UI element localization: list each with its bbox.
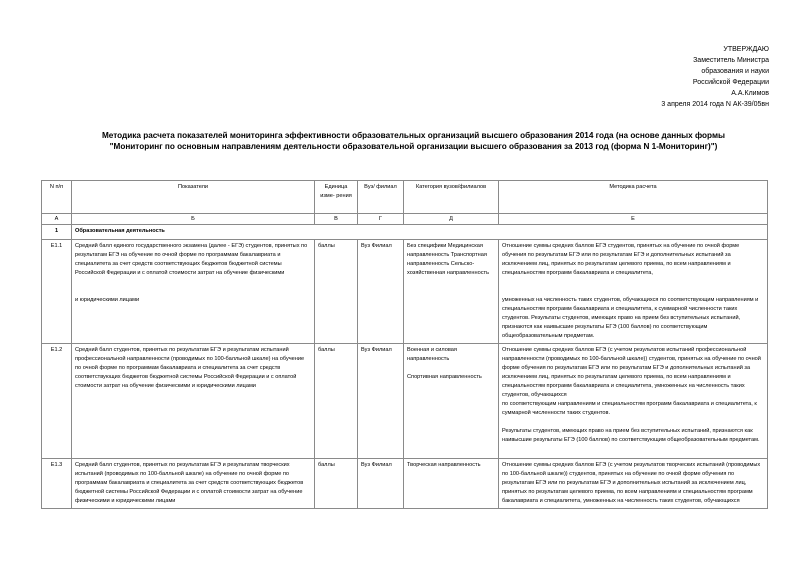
header-category: Категория вузов/филиалов (404, 181, 499, 214)
title-line: "Мониторинг по основным направлениям деятельности образовательной организации высшего образования за 2013 год (форма N 1-Мониторинг)") (109, 142, 718, 151)
section-row (42, 225, 768, 240)
row-indicator: Средний балл студентов, принятых по результатам ЕГЭ и результатам творческих испытаний (проводимых по 100-балльной шкале) на обучение по очной форме по программам бакалавриата и специалитета за счет средств соответствующих бюджетов бюджетной системы Российской Федерации и с оплатой стоимости затрат на обучение физическими и юридическими лицами (72, 459, 315, 509)
table-row (42, 344, 768, 459)
row-unit: баллы (315, 344, 358, 459)
row-vuz: Вуз Филиал (358, 240, 404, 344)
row-unit: баллы (315, 459, 358, 509)
row-category: Без специфики Медицинская направленность Транспортная направленность Сельско-хозяйственная направленность (404, 240, 499, 344)
row-num: Е1.2 (42, 344, 72, 459)
approval-line: Заместитель Министра (693, 57, 769, 64)
method-text: Результаты студентов, имеющих право на прием без вступительных испытаний, признаются как наивысшие результаты ЕГЭ (100 баллов) по соответствующим общеобразовательным предметам. (502, 428, 760, 443)
method-text: умноженных на численность таких студентов, обучающихся по соответствующим направлениям и специальностям программ бакалавриата и специалитета, к суммарной численности таких студентов. Результаты студентов, имеющих право на прием без вступительных испытаний, признаются как наивысшие результаты ЕГЭ (100 баллов) по соответствующим общеобразовательным предметам. (502, 297, 759, 339)
row-num: Е1.1 (42, 240, 72, 344)
approval-block (609, 44, 769, 110)
row-num: Е1.3 (42, 459, 72, 509)
header-unit: Единица изме- рения (315, 181, 358, 214)
index-cell: А (42, 214, 72, 225)
category-text: Военная и силовая направленность (407, 347, 457, 362)
method-text: по соответствующим направлениям и специальностям программ бакалавриата и специалитета, к суммарной численности таких студентов. (502, 401, 757, 416)
title-line: Методика расчета показателей мониторинга эффективности образовательных организаций высшего образования 2014 года (на основе данных формы (101, 131, 725, 140)
document-title (60, 130, 767, 152)
row-method: Отношение суммы средних баллов ЕГЭ (с учетом результатов творческих испытаний (проводимых по 100-балльной шкале)) студентов, принятых на обучение по очной форме обучения по результатам ЕГЭ или по результатам ЕГЭ и дополнительных испытаний за исключением лиц, принятых по результатам целевого приема, по всем направлениям и специальностям программ бакалавриата и специалитета, умноженных на численность таких студентов, обучающихся (499, 459, 768, 509)
section-num: 1 (42, 225, 72, 240)
row-unit: баллы (315, 240, 358, 344)
category-text: Спортивная направленность (407, 374, 482, 380)
method-text: Отношение суммы средних баллов ЕГЭ студентов, принятых на обучение по очной форме обучения по результатам ЕГЭ или по результатам ЕГЭ и дополнительных испытаний за исключением лиц, принятых по результатам целевого приема, по всем направлениям и специальностям программ бакалавриата и специалитета, (502, 243, 740, 276)
row-category: Творческая направленность (404, 459, 499, 509)
table-row (42, 459, 768, 509)
row-method (499, 240, 768, 344)
approval-line: УТВЕРЖДАЮ (723, 46, 769, 53)
table-index-row (42, 214, 768, 225)
index-cell: Б (72, 214, 315, 225)
row-category (404, 344, 499, 459)
indicator-text: и юридическими лицами (75, 297, 140, 303)
header-vuz: Вуз/ филиал (358, 181, 404, 214)
index-cell: Е (499, 214, 768, 225)
methodology-table (41, 180, 768, 509)
row-indicator (72, 240, 315, 344)
section-name: Образовательная деятельность (72, 225, 768, 240)
row-indicator: Средний балл студентов, принятых по результатам ЕГЭ и результатам испытаний профессиональной направленности (проводимых по 100-балльной шкале) на обучение по очной форме по программам бакалавриата и специалитета за счет средств соответствующих бюджетов бюджетной системы Российской Федерации и с оплатой стоимости затрат на обучение физическими и юридическими лицами (72, 344, 315, 459)
method-text: Отношение суммы средних баллов ЕГЭ (с учетом результатов испытаний профессиональной направленности (проводимых по 100-балльной шкале)) студентов, принятых на обучение по очной форме обучения по результатам ЕГЭ или по результатам ЕГЭ и дополнительных испытаний за исключением лиц, принятых по результатам целевого приема, по всем направлениям и специальностям программ бакалавриата и специалитета, умноженных на численность таких студентов, обучающихся (502, 347, 761, 398)
approval-line: Российской Федерации (692, 79, 769, 86)
row-vuz: Вуз Филиал (358, 459, 404, 509)
row-vuz: Вуз Филиал (358, 344, 404, 459)
index-cell: Г (358, 214, 404, 225)
header-method: Методика расчета (499, 181, 768, 214)
row-method (499, 344, 768, 459)
approval-line: образования и науки (701, 68, 769, 75)
header-indicators: Показатели (72, 181, 315, 214)
table-header-row (42, 181, 768, 214)
approval-line: А.А.Климов (731, 90, 769, 97)
index-cell: Д (404, 214, 499, 225)
header-num: N п/п (42, 181, 72, 214)
table-row (42, 240, 768, 344)
index-cell: В (315, 214, 358, 225)
approval-line: 3 апреля 2014 года N АК-39/05вн (661, 101, 769, 108)
indicator-text: Средний балл единого государственного экзамена (далее - ЕГЭ) студентов, принятых по результатам ЕГЭ на обучение по очной форме по программам бакалавриата и специалитета за счет средств соответствующих бюджетов бюджетной системы Российской Федерации и с оплатой стоимости затрат на обучение физическими (75, 243, 308, 276)
